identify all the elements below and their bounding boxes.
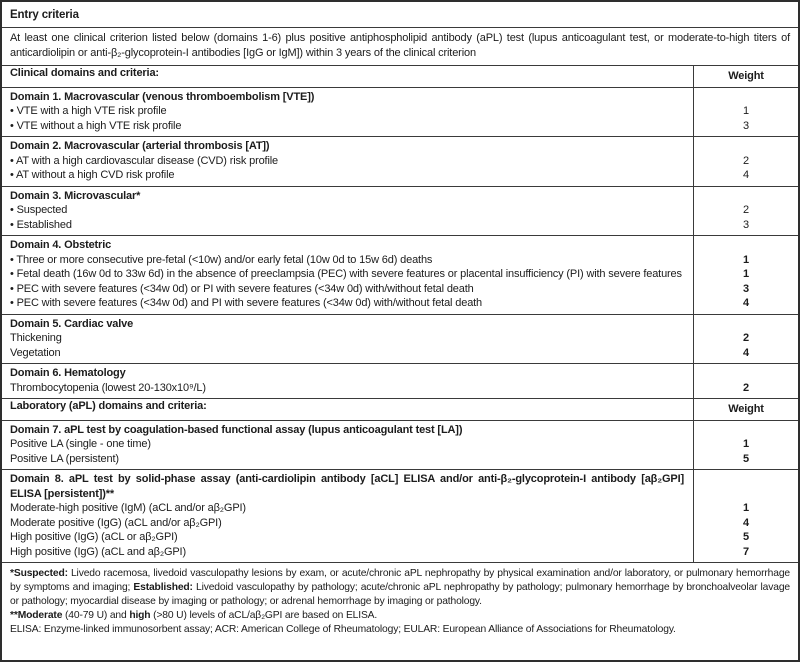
criterion-weight: 3 xyxy=(743,282,749,295)
criterion-weight: 3 xyxy=(743,119,749,132)
criterion-row xyxy=(2,104,798,119)
domain-block xyxy=(2,236,798,315)
criterion-text: High positive (IgG) (aCL and aβ₂GPI) xyxy=(10,545,186,558)
clinical-domain-blocks xyxy=(2,88,798,400)
criterion-weight: 4 xyxy=(743,297,749,309)
footnote-text: (40-79 U) and xyxy=(62,610,130,621)
criterion-row xyxy=(2,346,798,361)
criterion-text: Moderate-high positive (IgM) (aCL and/or aβ₂GPI) xyxy=(10,502,246,514)
criterion-row xyxy=(2,381,798,396)
domain-title-line xyxy=(2,238,798,253)
domain-title-line xyxy=(2,90,798,105)
footnotes-section xyxy=(2,563,798,641)
criterion-text: • Established xyxy=(10,218,72,231)
criterion-row xyxy=(2,119,798,134)
footnote xyxy=(10,623,790,637)
criterion-weight: 2 xyxy=(743,204,749,216)
footnote-bold-term: *Suspected: xyxy=(10,568,68,579)
laboratory-weight-header: Weight xyxy=(728,403,764,415)
criterion-weight: 4 xyxy=(743,346,749,359)
domain-title: Domain 7. aPL test by coagulation-based functional assay (lupus anticoagulant test [LA]) xyxy=(10,423,463,436)
criterion-row xyxy=(2,545,798,560)
criterion-weight: 4 xyxy=(743,169,749,181)
domain-title-line xyxy=(2,423,798,438)
criterion-row xyxy=(2,253,798,268)
domain-title: Domain 5. Cardiac valve xyxy=(10,317,134,330)
criterion-row xyxy=(2,296,798,311)
domain-title-line xyxy=(2,139,798,154)
criterion-weight: 1 xyxy=(743,268,749,280)
criterion-weight: 2 xyxy=(743,154,749,167)
criterion-row xyxy=(2,530,798,545)
footnote-text: Livedoid vasculopathy by pathology; acute/chronic aPL nephropathy by pathology; pulmonary hemorrhage by bronchoalveolar lavage or pathology; myocardial disease by imaging or pathology; or adrenal hemorrhage by imaging or pathology. xyxy=(10,582,790,607)
domain-title: Domain 1. Macrovascular (venous thromboembolism [VTE]) xyxy=(10,90,315,103)
criterion-row xyxy=(2,168,798,183)
criterion-weight: 5 xyxy=(743,452,749,465)
criterion-text: High positive (IgG) (aCL or aβ₂GPI) xyxy=(10,531,178,543)
criterion-row xyxy=(2,267,798,282)
laboratory-header-row xyxy=(2,399,798,421)
domain-title: Domain 8. aPL test by solid-phase assay (anti-cardiolipin antibody [aCL] ELISA and/or anti-β₂-glycoprotein-I antibody [aβ₂GPI] ELISA [persistent])** xyxy=(10,473,684,500)
criterion-row xyxy=(2,331,798,346)
laboratory-domain-blocks xyxy=(2,421,798,564)
domain-block xyxy=(2,421,798,471)
criterion-text: • PEC with severe features (<34w 0d) and PI with severe features (<34w 0d) with/without fetal death xyxy=(10,297,483,309)
criterion-row xyxy=(2,437,798,452)
criterion-weight: 5 xyxy=(743,531,749,543)
criterion-row xyxy=(2,154,798,169)
domain-title-line xyxy=(2,366,798,381)
criterion-text: Moderate positive (IgG) (aCL and/or aβ₂GPI) xyxy=(10,516,222,529)
domain-block xyxy=(2,137,798,187)
clinical-header-label: Clinical domains and criteria: xyxy=(10,67,159,79)
domain-block xyxy=(2,470,798,563)
criterion-weight: 2 xyxy=(743,332,749,344)
criterion-text: • VTE with a high VTE risk profile xyxy=(10,105,167,117)
criterion-text: Positive LA (persistent) xyxy=(10,452,119,465)
domain-title: Domain 4. Obstetric xyxy=(10,239,112,251)
footnote-bold-term: high xyxy=(129,610,151,621)
domain-block xyxy=(2,315,798,365)
criterion-weight: 1 xyxy=(743,502,749,514)
domain-title: Domain 6. Hematology xyxy=(10,367,126,379)
criterion-row xyxy=(2,203,798,218)
domain-block xyxy=(2,88,798,138)
criterion-weight: 4 xyxy=(743,516,749,529)
criterion-text: Positive LA (single - one time) xyxy=(10,438,151,450)
criterion-weight: 1 xyxy=(743,438,749,450)
criterion-weight: 1 xyxy=(743,105,749,117)
domain-block xyxy=(2,364,798,399)
criterion-text: • AT with a high cardiovascular disease (CVD) risk profile xyxy=(10,154,279,167)
criterion-text: Thickening xyxy=(10,332,62,344)
criterion-text: Thrombocytopenia (lowest 20-130x10⁹/L) xyxy=(10,381,206,394)
footnote xyxy=(10,567,790,609)
criterion-text: Vegetation xyxy=(10,346,61,359)
domain-title-line xyxy=(2,472,798,501)
criterion-text: • Fetal death (16w 0d to 33w 6d) in the absence of preeclampsia (PEC) with severe features or placental insufficiency (PI) with severe features xyxy=(10,268,682,280)
entry-criteria-text: At least one clinical criterion listed below (domains 1-6) plus positive antiphospholipid antibody (aPL) test (lupus anticoagulant test, or moderate-to-high titers of anticardiolipin or anti-β₂-glycoprotein-I antibodies [IgG or IgM]) within 3 years of the clinical criterion xyxy=(2,28,798,66)
clinical-header-row xyxy=(2,66,798,88)
domain-title-line xyxy=(2,317,798,332)
laboratory-header-label: Laboratory (aPL) domains and criteria: xyxy=(10,400,207,412)
criterion-text: • VTE without a high VTE risk profile xyxy=(10,119,182,132)
criterion-row xyxy=(2,282,798,297)
criterion-text: • Suspected xyxy=(10,204,68,216)
clinical-weight-header: Weight xyxy=(728,70,764,82)
footnote-bold-term: Established: xyxy=(133,582,193,593)
domain-block xyxy=(2,187,798,237)
footnote xyxy=(10,609,790,623)
criterion-row xyxy=(2,501,798,516)
criterion-weight: 1 xyxy=(743,253,749,266)
criterion-weight: 2 xyxy=(743,381,749,394)
footnote-bold-term: **Moderate xyxy=(10,610,63,621)
criterion-text: • Three or more consecutive pre-fetal (<10w) and/or early fetal (10w 0d to 15w 6d) deaths xyxy=(10,253,433,266)
criterion-text: • AT without a high CVD risk profile xyxy=(10,169,175,181)
footnote-text: ELISA: Enzyme-linked immunosorbent assay; ACR: American College of Rheumatology; EULAR: European Alliance of Associations for Rheumatology. xyxy=(10,624,676,635)
criterion-row xyxy=(2,516,798,531)
entry-criteria-header: Entry criteria xyxy=(2,2,798,28)
domain-title-line xyxy=(2,189,798,204)
criterion-weight: 3 xyxy=(743,218,749,231)
domain-title: Domain 3. Microvascular* xyxy=(10,189,141,202)
criterion-row xyxy=(2,452,798,467)
criterion-weight: 7 xyxy=(743,545,749,558)
footnote-text: (>80 U) levels of aCL/aβ₂GPI are based on ELISA. xyxy=(150,610,378,621)
domain-title: Domain 2. Macrovascular (arterial thrombosis [AT]) xyxy=(10,140,270,152)
criterion-row xyxy=(2,218,798,233)
footnote-text: Livedo racemosa, livedoid vasculopathy lesions by exam, or acute/chronic aPL nephropathy by physical examination and/or laboratory, or pulmonary hemorrhage by symptoms and imaging; xyxy=(10,568,790,593)
criterion-text: • PEC with severe features (<34w 0d) or PI with severe features (<34w 0d) with/without fetal death xyxy=(10,282,474,295)
